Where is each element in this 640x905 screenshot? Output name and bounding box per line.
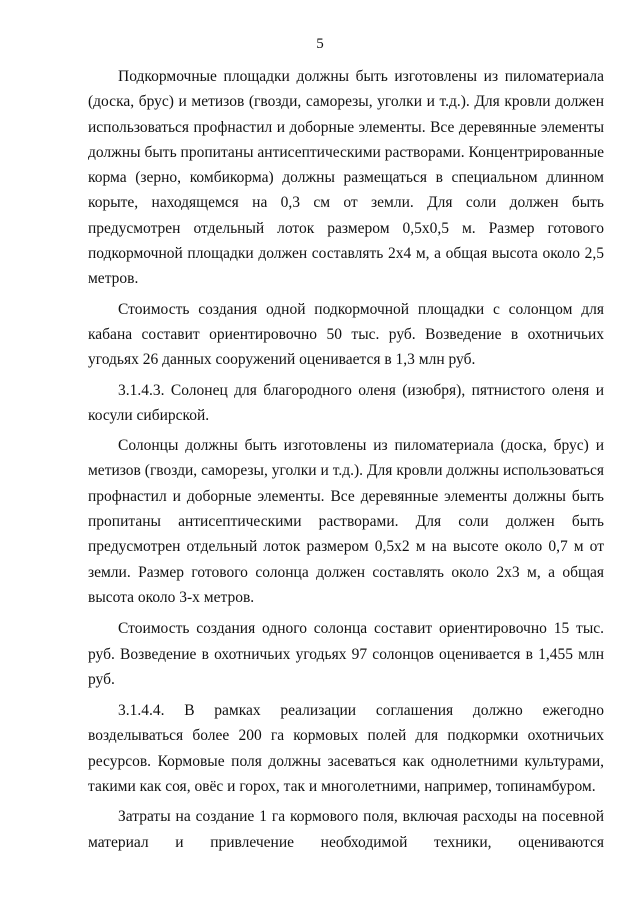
paragraph-field-costs: Затраты на создание 1 га кормового поля, включая расходы на посевной материал и привлечение необходимой техники, оцениваются — [88, 808, 604, 851]
paragraph-feeding-sites: Подкормочные площадки должны быть изготовлены из пиломатериала (доска, брус) и метизов (гвозди, саморезы, уголки и т.д.). Для кровли должен использоваться профнастил и доборные элементы. Все деревянные элементы должны быть пропитаны антисептическими растворами. Концентрированные корма (зерно, комбикорма) должны размещаться в специальном длинном корыте, находящемся на 0,3 см от земли. Для соли должен быть предусмотрен отдельный лоток размером 0,5х0,5 м. Размер готового подкормочной площадки должен составлять 2х4 м, а общая высота около 2,5 метров. — [88, 68, 604, 288]
page-number: 5 — [316, 36, 324, 52]
paragraph-salt-lick-cost: Стоимость создания одного солонца составит ориентировочно 15 тыс. руб. Возведение в охотничьих угодьях 97 солонцов оценивается в 1,455 млн руб. — [88, 620, 604, 688]
document-body — [88, 64, 604, 855]
section-heading-3-1-4-3: 3.1.4.3. Солонец для благородного оленя (изюбря), пятнистого оленя и косули сибирской. — [88, 381, 604, 424]
section-paragraph-3-1-4-4: 3.1.4.4. В рамках реализации соглашения должно ежегодно возделываться более 200 га кормовых полей для подкормки охотничьих ресурсов. Кормовые поля должны засеваться как однолетними культурами, такими как соя, овёс и горох, так и многолетними, например, топинамбуром. — [88, 702, 604, 796]
paragraph-feeding-site-cost: Стоимость создания одной подкормочной площадки с солонцом для кабана составит ориентировочно 50 тыс. руб. Возведение в охотничьих угодьях 26 данных сооружений оценивается в 1,3 млн руб. — [88, 300, 604, 369]
paragraph-salt-lick-construction: Солонцы должны быть изготовлены из пиломатериала (доска, брус) и метизов (гвозди, саморезы, уголки и т.д.). Для кровли должны использоваться профнастил и доборные элементы. Все деревянные элементы должны быть пропитаны антисептическими растворами. Для соли должен быть предусмотрен отдельный лоток размером 0,5х2 м на высоте около 0,7 м от земли. Размер готового солонца должен составлять около 2х3 м, а общая высота около 3-х метров. — [88, 437, 604, 606]
